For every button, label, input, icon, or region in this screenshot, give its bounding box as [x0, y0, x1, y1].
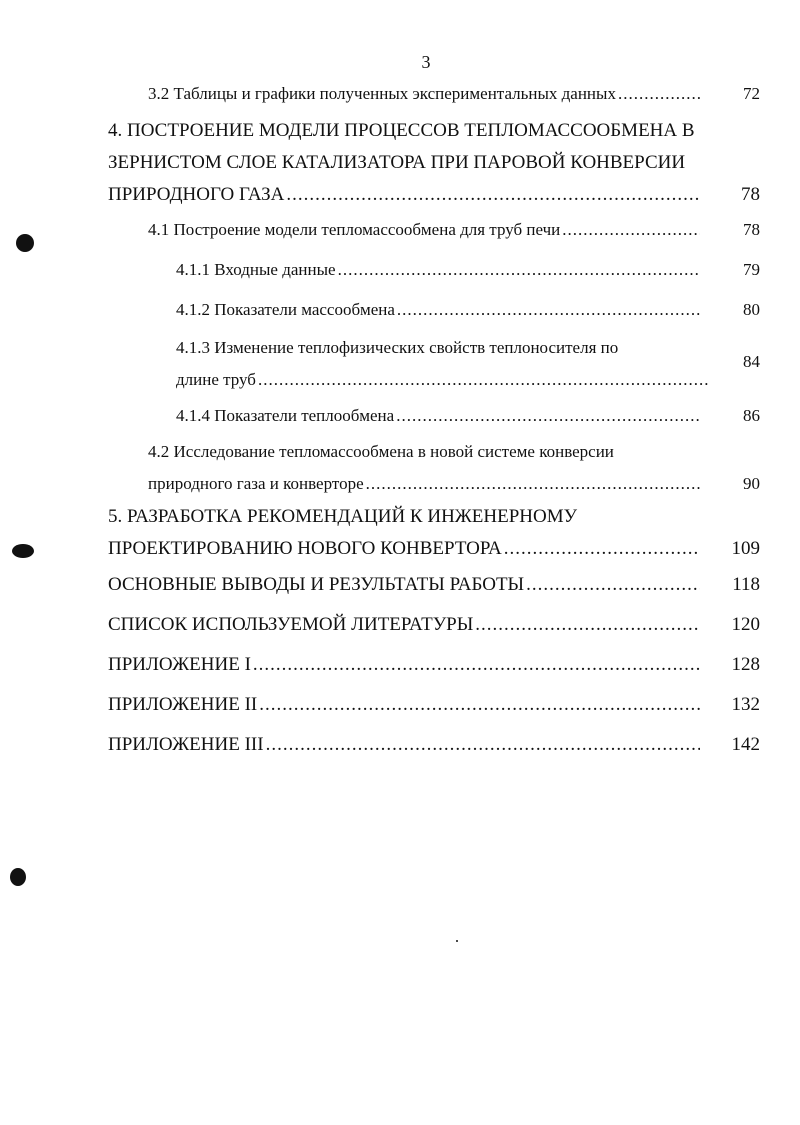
toc-entry-title-line: длине труб — [176, 370, 256, 389]
leader-dots — [526, 574, 700, 596]
toc-entry-title: 4.1.2 Показатели массообмена — [176, 300, 395, 319]
toc-page-number: 90 — [743, 474, 760, 493]
toc-entry-appendix-2[interactable] — [108, 694, 760, 716]
toc-entry-title-line: ПРОЕКТИРОВАНИЮ НОВОГО КОНВЕРТОРА — [108, 538, 502, 559]
toc-entry-title: ОСНОВНЫЕ ВЫВОДЫ И РЕЗУЛЬТАТЫ РАБОТЫ — [108, 574, 525, 595]
leader-dots — [397, 300, 700, 320]
toc-page-number: 86 — [743, 406, 760, 425]
toc-page-number: 84 — [743, 352, 760, 371]
toc-entry-title-line: ПРИРОДНОГО ГАЗА — [108, 184, 285, 205]
leader-dots — [396, 406, 700, 426]
toc-entry-title-line: 4. ПОСТРОЕНИЕ МОДЕЛИ ПРОЦЕССОВ ТЕПЛОМАССООБМЕНА В — [108, 120, 695, 141]
toc-entry-4-1-2[interactable] — [176, 300, 760, 320]
toc-entry-appendix-1[interactable] — [108, 654, 760, 676]
punch-hole-mark — [12, 544, 34, 558]
toc-page-number: 118 — [732, 574, 760, 595]
punch-hole-mark — [16, 234, 34, 252]
leader-dots — [266, 734, 700, 756]
toc-entry-4-1[interactable] — [148, 220, 760, 240]
toc-entry-title: ПРИЛОЖЕНИЕ II — [108, 694, 258, 715]
toc-page-number: 78 — [741, 184, 760, 205]
page-number: 3 — [421, 52, 431, 72]
toc-page-number: 120 — [731, 614, 760, 635]
scan-speck — [456, 940, 458, 942]
punch-hole-mark — [10, 868, 26, 886]
toc-entry-title-line: 4.2 Исследование тепломассообмена в новой системе конверсии — [148, 442, 614, 461]
toc-page-number: 128 — [731, 654, 760, 675]
leader-dots — [475, 614, 700, 636]
toc-entry-title: ПРИЛОЖЕНИЕ III — [108, 734, 264, 755]
leader-dots — [618, 84, 700, 104]
toc-entry-title: 4.1 Построение модели тепломассообмена для труб печи — [148, 220, 561, 239]
toc-entry-title-line: 5. РАЗРАБОТКА РЕКОМЕНДАЦИЙ К ИНЖЕНЕРНОМУ — [108, 506, 578, 527]
leader-dots — [258, 370, 708, 390]
leader-dots — [286, 184, 700, 206]
leader-dots — [253, 654, 700, 676]
leader-dots — [366, 474, 700, 494]
toc-entry-title: СПИСОК ИСПОЛЬЗУЕМОЙ ЛИТЕРАТУРЫ — [108, 614, 474, 635]
toc-page-number: 109 — [731, 538, 760, 559]
toc-page-number: 78 — [743, 220, 760, 239]
toc-entry-title: 3.2 Таблицы и графики полученных экспериментальных данных — [148, 84, 616, 103]
toc-entry-title-line: 4.1.3 Изменение теплофизических свойств теплоносителя по — [176, 338, 619, 357]
leader-dots — [562, 220, 700, 240]
toc-entry-3-2[interactable] — [148, 84, 760, 104]
toc-entry-title: ПРИЛОЖЕНИЕ I — [108, 654, 251, 675]
leader-dots — [504, 538, 700, 560]
toc-page-number: 142 — [731, 734, 760, 755]
toc-entry-title: 4.1.4 Показатели теплообмена — [176, 406, 395, 425]
toc-page-number: 72 — [743, 84, 760, 103]
leader-dots — [338, 260, 700, 280]
toc-page-number: 132 — [731, 694, 760, 715]
toc-entry-appendix-3[interactable] — [108, 734, 760, 756]
toc-page-number: 80 — [743, 300, 760, 319]
toc-entry-title-line: ЗЕРНИСТОМ СЛОЕ КАТАЛИЗАТОРА ПРИ ПАРОВОЙ КОНВЕРСИИ — [108, 152, 686, 173]
toc-entry-title: 4.1.1 Входные данные — [176, 260, 336, 279]
toc-entry-conclusions[interactable] — [108, 574, 760, 596]
toc-entry-literature[interactable] — [108, 614, 760, 636]
toc-entry-4-1-1[interactable] — [176, 260, 760, 280]
toc-entry-4-1-4[interactable] — [176, 406, 760, 426]
toc-entry-title-line: природного газа и конверторе — [148, 474, 364, 493]
toc-page-number: 79 — [743, 260, 760, 279]
leader-dots — [259, 694, 700, 716]
